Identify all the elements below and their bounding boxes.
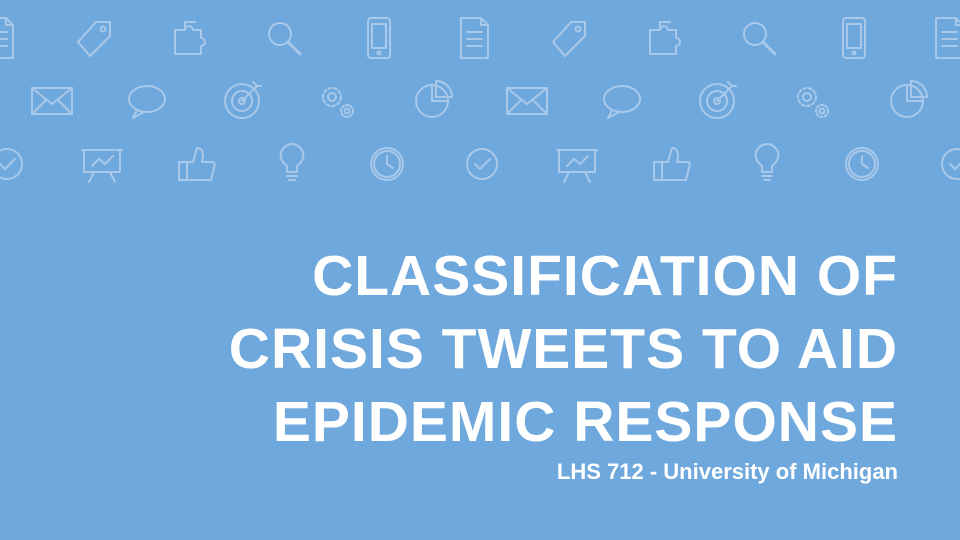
puzzle-icon [650, 22, 680, 54]
icon-pattern [0, 0, 960, 200]
tag-icon [553, 22, 585, 56]
target-icon [700, 82, 736, 118]
document-icon [0, 18, 13, 58]
target-icon [225, 82, 261, 118]
envelope-icon [507, 88, 547, 114]
envelope-icon [32, 88, 72, 114]
thumbs-up-icon [654, 148, 690, 180]
pie-chart-icon [891, 81, 927, 117]
speech-bubble-icon [604, 86, 640, 118]
phone-icon [368, 18, 390, 58]
lightbulb-icon [281, 144, 304, 180]
presentation-board-icon [557, 150, 597, 182]
magnifier-icon [744, 23, 775, 54]
gears-icon [798, 88, 828, 117]
slide-subtitle: LHS 712 - University of Michigan [556, 459, 898, 484]
checkmark-circle-icon [467, 149, 497, 179]
icon-pattern-background [0, 0, 960, 200]
tag-icon [78, 22, 110, 56]
puzzle-icon [175, 22, 205, 54]
lightbulb-icon [756, 144, 779, 180]
magnifier-icon [269, 23, 300, 54]
slide-title: CLASSIFICATION OF CRISIS TWEETS TO AID EPIDEMIC RESPONSE [228, 244, 898, 454]
clock-icon [371, 148, 403, 180]
gears-icon [323, 88, 353, 117]
phone-icon [843, 18, 865, 58]
speech-bubble-icon [129, 86, 165, 118]
document-icon [936, 18, 960, 58]
document-icon [461, 18, 488, 58]
clock-icon [846, 148, 878, 180]
checkmark-circle-icon [0, 149, 22, 179]
thumbs-up-icon [179, 148, 215, 180]
checkmark-circle-icon [942, 149, 960, 179]
presentation-board-icon [82, 150, 122, 182]
pie-chart-icon [416, 81, 452, 117]
